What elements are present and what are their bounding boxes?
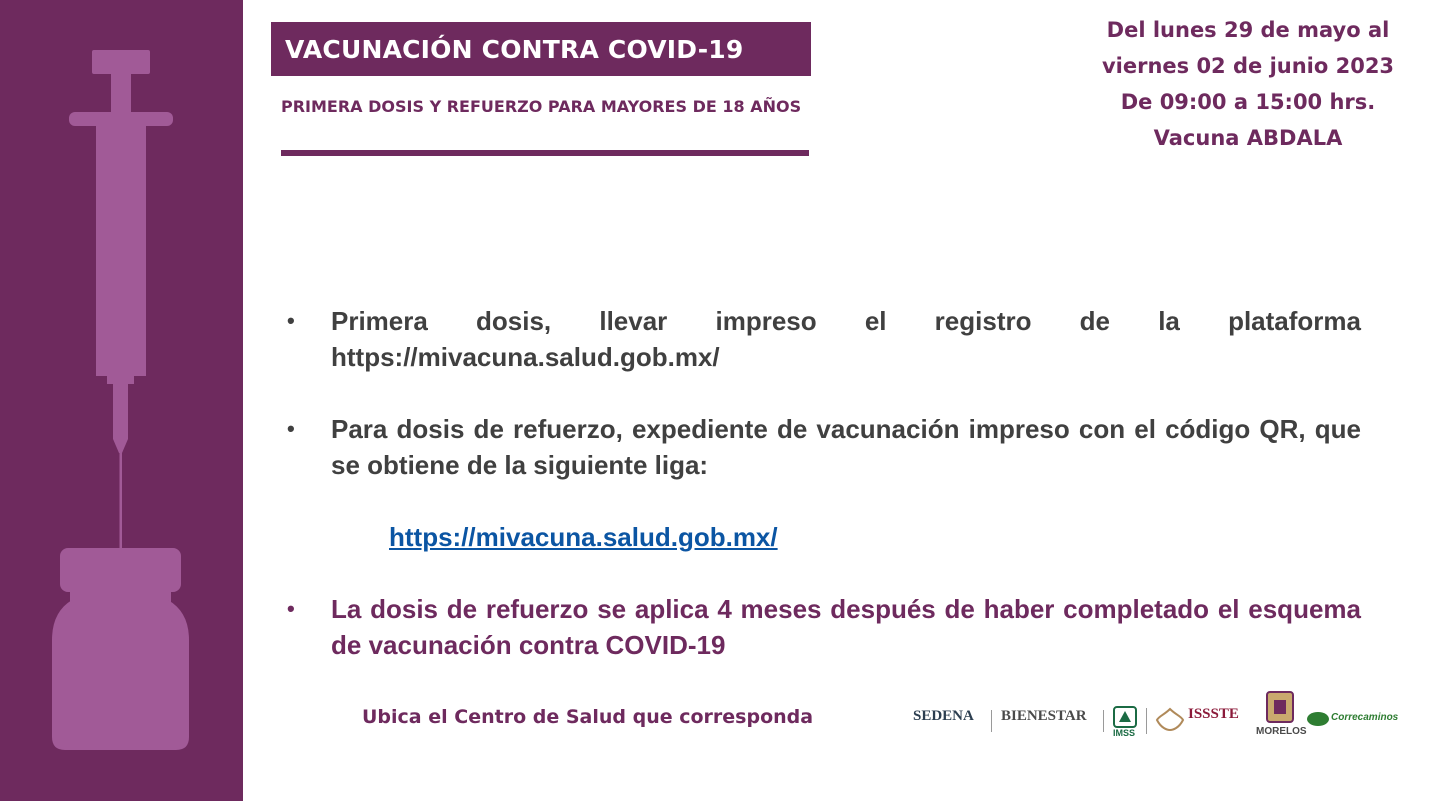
schedule-dates-start: Del lunes 29 de mayo al: [1106, 18, 1390, 42]
footer-note: Ubica el Centro de Salud que corresponda: [362, 706, 814, 728]
vaccine-registration-link[interactable]: https://mivacuna.salud.gob.mx/: [389, 522, 778, 552]
divider: [1146, 708, 1147, 734]
imss-logo: IMSS: [1113, 728, 1136, 738]
institution-logos: [913, 688, 1399, 748]
schedule-dates-end: viernes 02 de junio 2023: [1101, 54, 1395, 78]
imss-icon: [1113, 706, 1137, 728]
brigada-icon: [1305, 710, 1331, 728]
schedule-vaccine: Vacuna ABDALA: [1153, 126, 1343, 150]
bullet-icon: •: [287, 416, 295, 441]
vial-icon: [52, 548, 189, 750]
page-title: VACUNACIÓN CONTRA COVID-19: [285, 34, 744, 64]
issste-icon: [1155, 706, 1185, 732]
divider: [991, 710, 992, 732]
brigada-logo: Correcaminos: [1331, 712, 1399, 723]
schedule-hours: De 09:00 a 15:00 hrs.: [1120, 90, 1376, 114]
list-item: [287, 303, 1361, 375]
title-banner: [271, 22, 811, 76]
syringe-icon: [0, 0, 243, 801]
list-item-text: Primera dosis, llevar impreso el registro de la plataforma https://mivacuna.salud.gob.mx/: [331, 306, 1361, 372]
page-subtitle: PRIMERA DOSIS Y REFUERZO PARA MAYORES DE 18 AÑOS: [281, 97, 802, 116]
schedule-info: [1080, 12, 1416, 156]
instructions-list: [287, 303, 1361, 663]
morelos-logo: MORELOS: [1256, 726, 1307, 737]
bullet-icon: •: [287, 308, 295, 333]
morelos-crest-icon: [1265, 690, 1295, 724]
divider: [1103, 710, 1104, 732]
list-item: [287, 591, 1361, 663]
list-item-text: La dosis de refuerzo se aplica 4 meses después de haber completado el esquema de vacunación contra COVID-19: [331, 594, 1361, 660]
issste-logo: ISSSTE: [1188, 706, 1239, 722]
list-item: [287, 411, 1361, 483]
sidebar-panel: [0, 0, 243, 801]
sedena-logo: SEDENA: [913, 708, 974, 724]
bullet-icon: •: [287, 596, 295, 621]
list-item-text: Para dosis de refuerzo, expediente de vacunación impreso con el código QR, que se obtiene de la siguiente liga:: [331, 414, 1361, 480]
bienestar-logo: BIENESTAR: [1001, 708, 1087, 724]
divider: [281, 150, 809, 156]
